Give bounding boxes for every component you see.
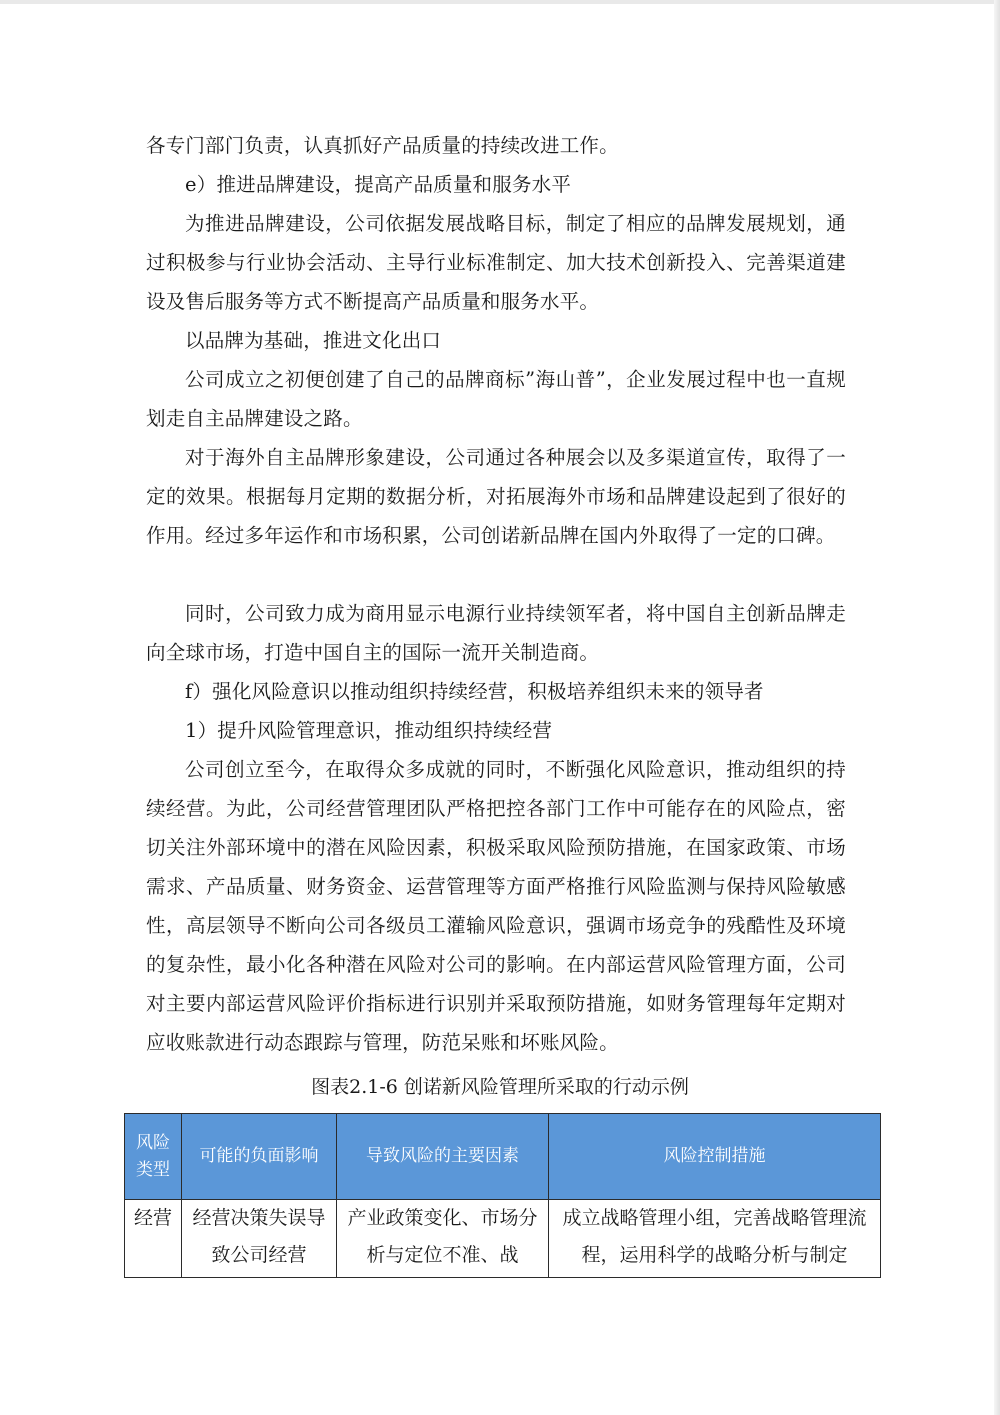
- table-header-row: [125, 1114, 881, 1200]
- cell-risk-type: 经营: [125, 1200, 182, 1278]
- heading-culture-export: 以品牌为基础，推进文化出口: [185, 329, 442, 352]
- risk-actions-table: [124, 1113, 881, 1278]
- paragraph-continuation: 各专门部门负责，认真抓好产品质量的持续改进工作。: [146, 134, 619, 157]
- scan-edge-right: [994, 0, 1000, 1415]
- paragraph-overseas-brand: 对于海外自主品牌形象建设，公司通过各种展会以及多渠道宣传，取得了一定的效果。根据每月定期的数据分析，对拓展海外市场和品牌建设起到了很好的作用。经过多年运作和市场积累，公司创诺新品牌在国内外取得了一定的口碑。: [146, 446, 846, 547]
- paragraph-trademark: 公司成立之初便创建了自己的品牌商标”海山普”，企业发展过程中也一直规划走自主品牌建设之路。: [146, 368, 846, 430]
- paragraph-brand-plan: 为推进品牌建设，公司依据发展战略目标，制定了相应的品牌发展规划，通过积极参与行业协会活动、主导行业标准制定、加大技术创新投入、完善渠道建设及售后服务等方式不断提高产品质量和服务水平。: [146, 212, 846, 313]
- paragraph-industry-leader: 同时，公司致力成为商用显示电源行业持续领军者，将中国自主创新品牌走向全球市场，打造中国自主的国际一流开关制造商。: [146, 602, 846, 664]
- table-row: [125, 1200, 881, 1278]
- paragraph-risk-details: 公司创立至今，在取得众多成就的同时，不断强化风险意识，推动组织的持续经营。为此，公司经营管理团队严格把控各部门工作中可能存在的风险点，密切关注外部环境中的潜在风险因素，积极采取风险预防措施，在国家政策、市场需求、产品质量、财务资金、运营管理等方面严格推行风险监测与保持风险敏感性，高层领导不断向公司各级员工灌输风险意识，强调市场竞争的残酷性及环境的复杂性，最小化各种潜在风险对公司的影响。在内部运营风险管理方面，公司对主要内部运营风险评价指标进行识别并采取预防措施，如财务管理每年定期对应收账款进行动态跟踪与管理，防范呆账和坏账风险。: [146, 758, 846, 1054]
- header-main-factors: 导致风险的主要因素: [337, 1114, 549, 1200]
- header-control-measures: 风险控制措施: [549, 1114, 881, 1200]
- cell-main-factors: 产业政策变化、市场分析与定位不准、战: [337, 1200, 549, 1278]
- subheading-risk-management: 1）提升风险管理意识，推动组织持续经营: [185, 719, 553, 742]
- heading-brand-building: e）推进品牌建设，提高产品质量和服务水平: [185, 173, 572, 196]
- header-negative-impact: 可能的负面影响: [182, 1114, 337, 1200]
- heading-risk-awareness: f）强化风险意识以推动组织持续经营，积极培养组织未来的领导者: [185, 680, 764, 703]
- cell-control-measures: 成立战略管理小组，完善战略管理流程，运用科学的战略分析与制定: [549, 1200, 881, 1278]
- header-risk-type: 风险类型: [125, 1114, 182, 1200]
- scan-edge-top: [0, 0, 1000, 4]
- cell-negative-impact: 经营决策失误导致公司经营: [182, 1200, 337, 1278]
- table-caption: 图表2.1-6 创诺新风险管理所采取的行动示例: [311, 1076, 689, 1098]
